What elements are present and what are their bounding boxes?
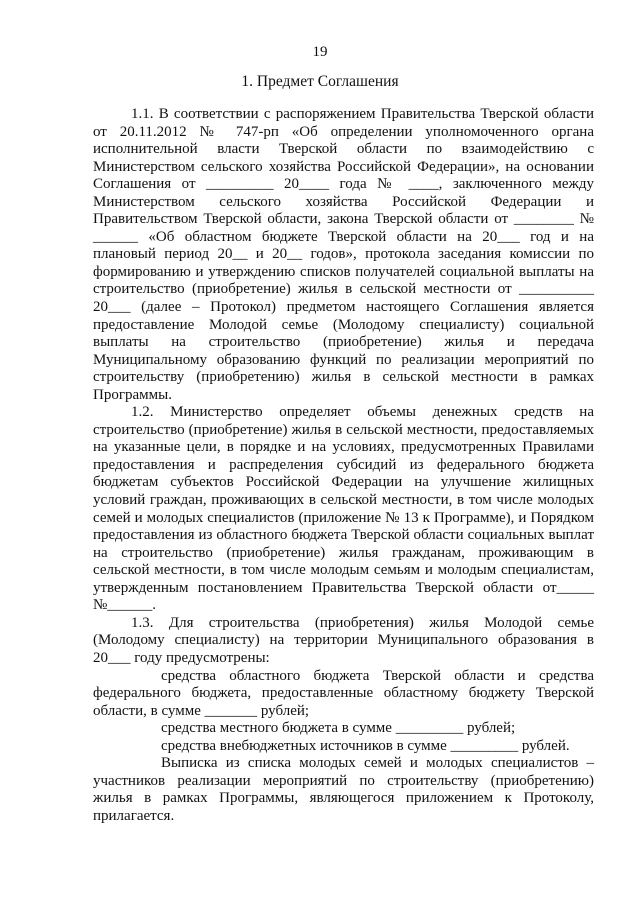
funding-item-regional: средства областного бюджета Тверской области и средства федерального бюджета, предоставленные областному бюджету Тверской области, в сумме _______ рублей; <box>93 667 594 719</box>
funding-item-extrabudgetary: средства внебюджетных источников в сумме _________ рублей. <box>161 737 570 754</box>
paragraph-1-2: 1.2. Министерство определяет объемы денежных средств на строительство (приобретение) жилья в сельской местности, предоставляемых на указанные цели, в порядке и на условиях, предусмотренных Правилами предоставления и распределения субсидий из федерального бюджета бюджетам субъектов Российской Федерации на улучшение жилищных условий граждан, проживающих в сельской местности, в том числе молодых семей и молодых специалистов (приложение № 13 к Программе), и Порядком предоставления из областного бюджета Тверской области социальных выплат на строительство (приобретение) жилья гражданам, проживающим в сельской местности, в том числе молодым семьям и молодым специалистам, утвержденным постановлением Правительства Тверской области от_____ №______. <box>93 404 594 614</box>
page-number: 19 <box>312 44 328 60</box>
funding-item-local: средства местного бюджета в сумме _________ рублей; <box>161 720 516 737</box>
section-title: 1. Предмет Соглашения <box>241 73 399 90</box>
document-body <box>93 106 594 825</box>
paragraph-1-3: 1.3. Для строительства (приобретения) жилья Молодой семье (Молодому специалисту) на территории Муниципального образования в 20___ году предусмотрены: <box>93 614 594 666</box>
closing-paragraph: Выписка из списка молодых семей и молодых специалистов – участников реализации мероприятий по строительству (приобретению) жилья в рамках Программы, являющегося приложением к Протоколу, прилагается. <box>93 755 594 824</box>
paragraph-1-1: 1.1. В соответствии с распоряжением Правительства Тверской области от 20.11.2012 № 747-рп «Об определении уполномоченного органа исполнительной власти Тверской области по взаимодействию с Министерством сельского хозяйства Российской Федерации», на основании Соглашения от _________ 20____ года № ____, заключенного между Министерством сельского хозяйства Российской Федерации и Правительством Тверской области, закона Тверской области от ________ № ______ «Об областном бюджете Тверской области на 20___ год и на плановый период 20__ и 20__ годов», протокола заседания комиссии по формированию и утверждению списков получателей социальной выплаты на строительство (приобретение) жилья в сельской местности от __________ 20___ (далее – Протокол) предметом настоящего Соглашения является предоставление Молодой семье (Молодому специалисту) социальной выплаты на строительство (приобретение) жилья и передача Муниципальному образованию функций по реализации мероприятий по строительству (приобретению) жилья в сельской местности в рамках Программы. <box>93 106 594 403</box>
